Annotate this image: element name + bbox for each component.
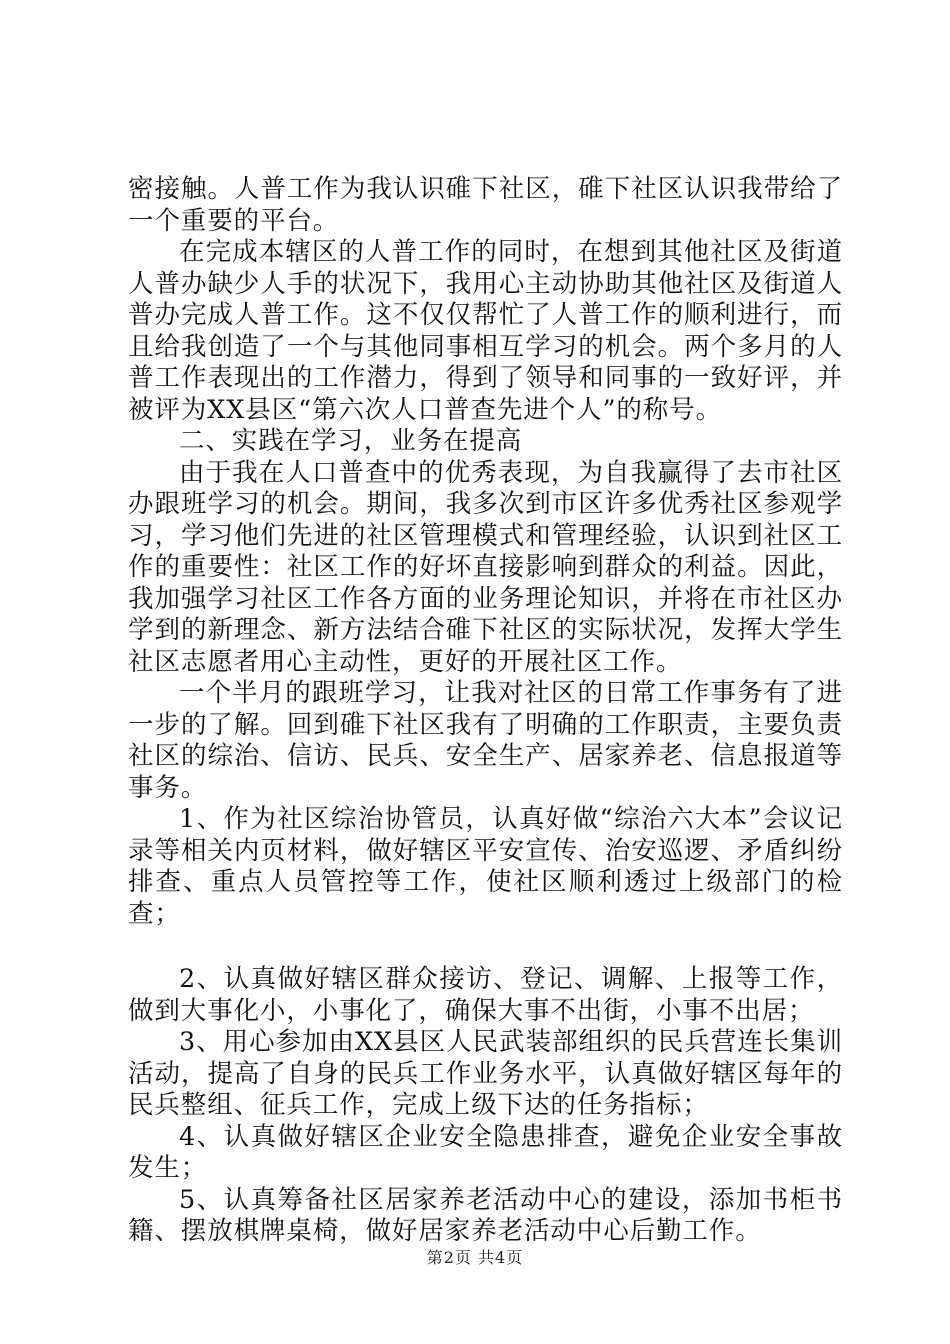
list-item-duty-5: 5、认真筹备社区居家养老活动中心的建设，添加书柜书籍、摆放棋牌桌椅，做好居家养老活动中心后勤工作。 — [128, 1184, 843, 1246]
list-item-duty-1: 1、作为社区综治协管员，认真好做“综治六大本”会议记录等相关内页材料，做好辖区平安宣传、治安巡逻、矛盾纠纷排查、重点人员管控等工作，使社区顺利透过上级部门的检查； — [128, 804, 843, 929]
list-item-duty-4: 4、认真做好辖区企业安全隐患排查，避免企业安全事故发生； — [128, 1121, 843, 1183]
document-body — [128, 174, 843, 1248]
page-number-footer: 第2页 共4页 — [426, 1248, 524, 1267]
paragraph-census-assistance: 在完成本辖区的人普工作的同时，在想到其他社区及街道人普办缺少人手的状况下，我用心主动协助其他社区及街道人普办完成人普工作。这不仅仅帮忙了人普工作的顺利进行，而且给我创造了一个与其他同事相互学习的机会。两个多月的人普工作表现出的工作潜力，得到了领导和同事的一致好评，并被评为XX县区“第六次人口普查先进个人”的称号。 — [128, 237, 843, 425]
list-item-duty-3: 3、用心参加由XX县区人民武装部组织的民兵营连长集训活动，提高了自身的民兵工作业务水平，认真做好辖区每年的民兵整组、征兵工作，完成上级下达的任务指标； — [128, 1027, 843, 1120]
paragraph-continuation: 密接触。人普工作为我认识碓下社区，碓下社区认识我带给了一个重要的平台。 — [128, 174, 843, 236]
section-heading-practice-learning: 二、实践在学习，业务在提高 — [179, 426, 523, 456]
paragraph-city-training: 由于我在人口普查中的优秀表现，为自我赢得了去市社区办跟班学习的机会。期间，我多次到市区许多优秀社区参观学习，学习他们先进的社区管理模式和管理经验，认识到社区工作的重要性：社区工作的好坏直接影响到群众的利益。因此，我加强学习社区工作各方面的业务理论知识，并将在市社区办学到的新理念、新方法结合碓下社区的实际状况，发挥大学生社区志愿者用心主动性，更好的开展社区工作。 — [128, 457, 843, 677]
paragraph-duties-overview: 一个半月的跟班学习，让我对社区的日常工作事务有了进一步的了解。回到碓下社区我有了明确的工作职责，主要负责社区的综治、信访、民兵、安全生产、居家养老、信息报道等事务。 — [128, 678, 843, 803]
list-item-duty-2: 2、认真做好辖区群众接访、登记、调解、上报等工作，做到大事化小，小事化了，确保大事不出街，小事不出居； — [128, 964, 843, 1026]
